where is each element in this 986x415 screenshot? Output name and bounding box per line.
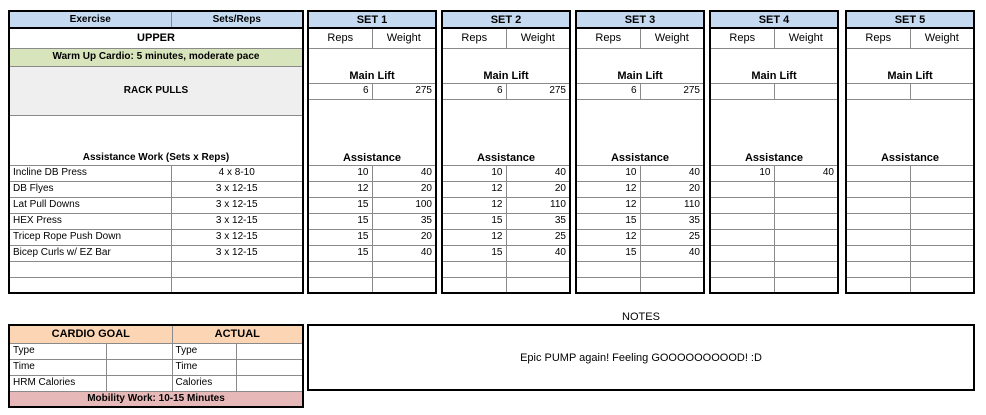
set-table-1	[307, 10, 437, 294]
set-table-3	[575, 10, 705, 294]
assistance-row	[308, 197, 436, 213]
spacer	[442, 48, 570, 66]
assistance-weight[interactable]	[910, 261, 974, 277]
exercise-row	[9, 181, 303, 197]
set-table-5	[845, 10, 975, 294]
assistance-reps[interactable]	[846, 277, 910, 293]
assistance-reps[interactable]: 12	[308, 181, 372, 197]
assistance-row	[308, 245, 436, 261]
assistance-row	[846, 197, 974, 213]
cardio-actual-label: Time	[172, 359, 236, 375]
assistance-row	[576, 165, 704, 181]
assistance-weight[interactable]	[910, 165, 974, 181]
assistance-reps[interactable]: 12	[576, 197, 640, 213]
assistance-reps[interactable]: 15	[442, 245, 506, 261]
assistance-reps[interactable]: 12	[442, 229, 506, 245]
assistance-reps[interactable]: 15	[442, 213, 506, 229]
assistance-row	[576, 261, 704, 277]
assistance-reps[interactable]	[308, 277, 372, 293]
exercise-scheme	[171, 261, 303, 277]
assistance-reps[interactable]: 12	[576, 181, 640, 197]
reps-label: Reps	[846, 28, 910, 48]
assistance-reps[interactable]: 10	[710, 165, 774, 181]
assistance-reps[interactable]	[710, 229, 774, 245]
exercise-scheme: 3 x 12-15	[171, 181, 303, 197]
assistance-reps[interactable]	[710, 181, 774, 197]
assistance-row	[710, 197, 838, 213]
assistance-weight[interactable]	[910, 277, 974, 293]
weight-label: Weight	[774, 28, 838, 48]
assistance-weight[interactable]: 35	[640, 213, 704, 229]
main-lift-label: Main Lift	[710, 66, 838, 83]
set-title: SET 2	[442, 11, 570, 28]
set-table-2	[441, 10, 571, 294]
main-lift-reps[interactable]: 6	[308, 83, 372, 99]
assistance-weight[interactable]	[774, 213, 838, 229]
main-lift-label: Main Lift	[846, 66, 974, 83]
main-lift-weight[interactable]: 275	[506, 83, 570, 99]
cardio-goal-value[interactable]	[106, 359, 172, 375]
weight-label: Weight	[910, 28, 974, 48]
assistance-reps[interactable]	[710, 213, 774, 229]
exercise-name: Tricep Rope Push Down	[9, 229, 171, 245]
assistance-row	[308, 277, 436, 293]
assistance-reps[interactable]	[710, 261, 774, 277]
cardio-row	[9, 359, 303, 375]
exercise-scheme	[171, 277, 303, 293]
assistance-reps[interactable]	[442, 261, 506, 277]
assistance-row	[710, 261, 838, 277]
assistance-weight[interactable]	[910, 181, 974, 197]
cardio-actual-label: Calories	[172, 375, 236, 391]
exercise-row	[9, 213, 303, 229]
assistance-weight[interactable]: 20	[372, 229, 436, 245]
weight-label: Weight	[372, 28, 436, 48]
exercise-name: Bicep Curls w/ EZ Bar	[9, 245, 171, 261]
exercise-scheme: 3 x 12-15	[171, 245, 303, 261]
assistance-reps[interactable]	[576, 261, 640, 277]
assistance-row	[442, 165, 570, 181]
notes-box[interactable]	[307, 324, 975, 391]
assistance-weight[interactable]: 20	[506, 181, 570, 197]
assistance-reps[interactable]: 12	[442, 197, 506, 213]
main-lift-label: Main Lift	[442, 66, 570, 83]
notes-text: Epic PUMP again! Feeling GOOOOOOOOOD! :D	[520, 351, 762, 364]
assistance-label: Assistance	[846, 99, 974, 165]
exercise-row	[9, 229, 303, 245]
assistance-weight[interactable]	[372, 261, 436, 277]
assistance-reps[interactable]	[846, 245, 910, 261]
assistance-row	[846, 245, 974, 261]
cardio-row	[9, 375, 303, 391]
col-sets-reps: Sets/Reps	[171, 11, 303, 28]
set-title: SET 4	[710, 11, 838, 28]
assistance-weight[interactable]	[910, 197, 974, 213]
assistance-weight[interactable]: 40	[372, 165, 436, 181]
assistance-reps[interactable]	[710, 277, 774, 293]
assistance-reps[interactable]	[846, 261, 910, 277]
assistance-row	[710, 229, 838, 245]
assistance-reps[interactable]	[308, 261, 372, 277]
assistance-reps[interactable]: 10	[308, 165, 372, 181]
assistance-weight[interactable]: 40	[506, 245, 570, 261]
main-lift-weight[interactable]: 275	[640, 83, 704, 99]
assistance-label: Assistance	[710, 99, 838, 165]
col-exercise: Exercise	[9, 11, 171, 28]
assistance-row	[308, 181, 436, 197]
main-lift-label: Main Lift	[308, 66, 436, 83]
assistance-weight[interactable]	[910, 229, 974, 245]
assistance-weight[interactable]	[910, 213, 974, 229]
exercise-name	[9, 261, 171, 277]
main-lift-weight[interactable]: 275	[372, 83, 436, 99]
assistance-row	[710, 165, 838, 181]
assistance-weight[interactable]: 40	[372, 245, 436, 261]
exercise-row	[9, 165, 303, 181]
assistance-row	[846, 229, 974, 245]
assistance-weight[interactable]	[640, 261, 704, 277]
assistance-reps[interactable]: 15	[308, 245, 372, 261]
assistance-title: Assistance Work (Sets x Reps)	[9, 115, 303, 165]
assistance-reps[interactable]: 15	[308, 229, 372, 245]
assistance-weight[interactable]	[774, 197, 838, 213]
main-lift-name: RACK PULLS	[9, 66, 303, 115]
main-lift-weight[interactable]	[774, 83, 838, 99]
main-lift-reps[interactable]	[710, 83, 774, 99]
assistance-row	[308, 213, 436, 229]
assistance-reps[interactable]	[710, 245, 774, 261]
weight-label: Weight	[506, 28, 570, 48]
assistance-weight[interactable]	[506, 261, 570, 277]
reps-label: Reps	[308, 28, 372, 48]
assistance-reps[interactable]	[710, 197, 774, 213]
assistance-reps[interactable]: 15	[576, 245, 640, 261]
exercise-scheme: 3 x 12-15	[171, 229, 303, 245]
assistance-row	[442, 197, 570, 213]
assistance-reps[interactable]: 15	[308, 197, 372, 213]
assistance-row	[846, 213, 974, 229]
assistance-reps[interactable]: 12	[576, 229, 640, 245]
day-label: UPPER	[9, 28, 303, 48]
exercise-scheme: 4 x 8-10	[171, 165, 303, 181]
exercise-name: Incline DB Press	[9, 165, 171, 181]
assistance-row	[576, 197, 704, 213]
assistance-reps[interactable]	[846, 197, 910, 213]
set-title: SET 1	[308, 11, 436, 28]
main-lift-reps[interactable]: 6	[442, 83, 506, 99]
main-lift-reps[interactable]	[846, 83, 910, 99]
assistance-reps[interactable]	[442, 277, 506, 293]
exercise-row	[9, 261, 303, 277]
cardio-goal-header: CARDIO GOAL	[9, 325, 172, 343]
assistance-weight[interactable]: 20	[640, 181, 704, 197]
assistance-weight[interactable]	[774, 245, 838, 261]
assistance-weight[interactable]: 20	[372, 181, 436, 197]
assistance-weight[interactable]: 25	[640, 229, 704, 245]
assistance-reps[interactable]: 15	[308, 213, 372, 229]
exercise-scheme: 3 x 12-15	[171, 213, 303, 229]
spacer	[846, 48, 974, 66]
assistance-weight[interactable]: 25	[506, 229, 570, 245]
assistance-weight[interactable]	[774, 277, 838, 293]
assistance-weight[interactable]: 35	[506, 213, 570, 229]
assistance-row	[442, 261, 570, 277]
assistance-row	[308, 165, 436, 181]
cardio-actual-value[interactable]	[236, 343, 303, 359]
assistance-row	[846, 277, 974, 293]
assistance-weight[interactable]	[640, 277, 704, 293]
exercise-table	[8, 10, 304, 294]
exercise-name	[9, 277, 171, 293]
assistance-weight[interactable]: 40	[774, 165, 838, 181]
cardio-actual-header: ACTUAL	[172, 325, 303, 343]
set-table-4	[709, 10, 839, 294]
assistance-row	[576, 213, 704, 229]
assistance-row	[710, 277, 838, 293]
assistance-row	[576, 181, 704, 197]
assistance-reps[interactable]: 15	[576, 213, 640, 229]
assistance-weight[interactable]	[774, 261, 838, 277]
spacer	[308, 48, 436, 66]
assistance-row	[710, 181, 838, 197]
main-lift-reps[interactable]: 6	[576, 83, 640, 99]
assistance-weight[interactable]	[774, 181, 838, 197]
assistance-row	[576, 277, 704, 293]
assistance-weight[interactable]: 35	[372, 213, 436, 229]
assistance-weight[interactable]	[910, 245, 974, 261]
assistance-row	[576, 229, 704, 245]
cardio-actual-label: Type	[172, 343, 236, 359]
exercise-row	[9, 277, 303, 293]
assistance-row	[846, 261, 974, 277]
main-lift-weight[interactable]	[910, 83, 974, 99]
spacer	[576, 48, 704, 66]
assistance-reps[interactable]	[846, 181, 910, 197]
assistance-row	[442, 229, 570, 245]
assistance-weight[interactable]	[506, 277, 570, 293]
cardio-row	[9, 343, 303, 359]
assistance-row	[576, 245, 704, 261]
cardio-goal-value[interactable]	[106, 343, 172, 359]
assistance-reps[interactable]	[846, 213, 910, 229]
assistance-row	[710, 245, 838, 261]
exercise-row	[9, 197, 303, 213]
assistance-label: Assistance	[308, 99, 436, 165]
exercise-row	[9, 245, 303, 261]
assistance-row	[442, 277, 570, 293]
reps-label: Reps	[442, 28, 506, 48]
assistance-weight[interactable]	[774, 229, 838, 245]
exercise-name: Lat Pull Downs	[9, 197, 171, 213]
assistance-row	[710, 213, 838, 229]
assistance-reps[interactable]: 10	[442, 165, 506, 181]
assistance-weight[interactable]: 40	[640, 245, 704, 261]
exercise-scheme: 3 x 12-15	[171, 197, 303, 213]
assistance-weight[interactable]: 100	[372, 197, 436, 213]
assistance-reps[interactable]	[576, 277, 640, 293]
reps-label: Reps	[576, 28, 640, 48]
spacer	[710, 48, 838, 66]
cardio-goal-label: HRM Calories	[9, 375, 106, 391]
assistance-row	[308, 261, 436, 277]
assistance-reps[interactable]	[846, 229, 910, 245]
cardio-goal-value[interactable]	[106, 375, 172, 391]
assistance-weight[interactable]: 110	[506, 197, 570, 213]
assistance-row	[442, 245, 570, 261]
cardio-goal-label: Type	[9, 343, 106, 359]
cardio-goal-label: Time	[9, 359, 106, 375]
notes-title: NOTES	[622, 311, 660, 323]
weight-label: Weight	[640, 28, 704, 48]
assistance-row	[442, 181, 570, 197]
cardio-actual-value[interactable]	[236, 375, 303, 391]
assistance-weight[interactable]	[372, 277, 436, 293]
assistance-reps[interactable]: 10	[576, 165, 640, 181]
assistance-weight[interactable]: 40	[640, 165, 704, 181]
assistance-row	[442, 213, 570, 229]
mobility-label: Mobility Work: 10-15 Minutes	[9, 391, 303, 407]
assistance-row	[846, 181, 974, 197]
assistance-weight[interactable]: 40	[506, 165, 570, 181]
assistance-weight[interactable]: 110	[640, 197, 704, 213]
main-lift-label: Main Lift	[576, 66, 704, 83]
assistance-reps[interactable]	[846, 165, 910, 181]
set-title: SET 5	[846, 11, 974, 28]
exercise-name: HEX Press	[9, 213, 171, 229]
cardio-table	[8, 324, 304, 408]
assistance-row	[846, 165, 974, 181]
set-title: SET 3	[576, 11, 704, 28]
cardio-actual-value[interactable]	[236, 359, 303, 375]
warmup-label: Warm Up Cardio: 5 minutes, moderate pace	[9, 48, 303, 66]
assistance-row	[308, 229, 436, 245]
exercise-name: DB Flyes	[9, 181, 171, 197]
reps-label: Reps	[710, 28, 774, 48]
assistance-reps[interactable]: 12	[442, 181, 506, 197]
assistance-label: Assistance	[576, 99, 704, 165]
assistance-label: Assistance	[442, 99, 570, 165]
